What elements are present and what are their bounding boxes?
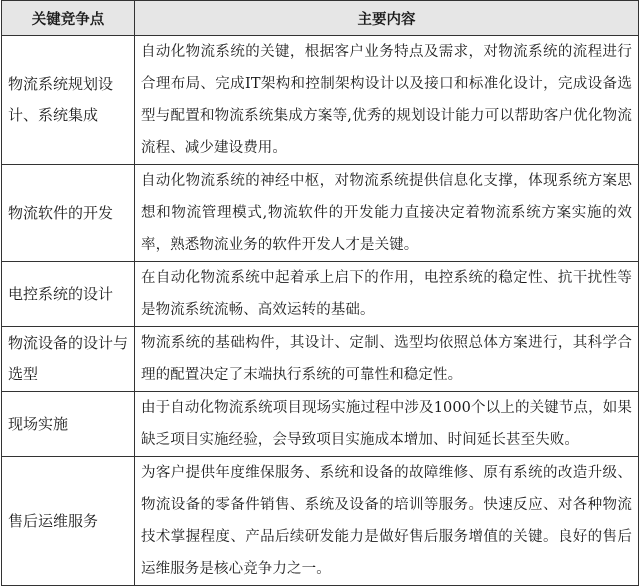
table-header-row: [2, 1, 639, 36]
content-cell: 为客户提供年度维保服务、系统和设备的故障维修、原有系统的改造升级、物流设备的零备件销售、系统及设备的培训等服务。快速反应、对各种物流技术掌握程度、产品后续研发能力是做好售后服务增值的关键。良好的售后运维服务是核心竞争力之一。: [135, 457, 639, 586]
table-row: [2, 327, 639, 392]
key-point-cell: 售后运维服务: [2, 457, 135, 586]
key-point-cell: 物流软件的开发: [2, 165, 135, 262]
table-row: [2, 262, 639, 327]
content-cell: 由于自动化物流系统项目现场实施过程中涉及1000个以上的关键节点，如果缺乏项目实施经验，会导致项目实施成本增加、时间延长甚至失败。: [135, 392, 639, 457]
key-point-cell: 电控系统的设计: [2, 262, 135, 327]
content-cell: 自动化物流系统的关键，根据客户业务特点及需求，对物流系统的流程进行合理布局、完成IT架构和控制架构设计以及接口和标准化设计，完成设备选型与配置和物流系统集成方案等,优秀的规划设计能力可以帮助客户优化物流流程、减少建设费用。: [135, 36, 639, 165]
content-cell: 在自动化物流系统中起着承上启下的作用，电控系统的稳定性、抗干扰性等是物流系统流畅、高效运转的基础。: [135, 262, 639, 327]
content-cell: 自动化物流系统的神经中枢，对物流系统提供信息化支撑，体现系统方案思想和物流管理模式,物流软件的开发能力直接决定着物流系统方案实施的效率，熟悉物流业务的软件开发人才是关键。: [135, 165, 639, 262]
table-row: [2, 392, 639, 457]
competition-table: [1, 0, 639, 586]
key-point-cell: 物流系统规划设计、系统集成: [2, 36, 135, 165]
content-cell: 物流系统的基础构件，其设计、定制、选型均依照总体方案进行，其科学合理的配置决定了末端执行系统的可靠性和稳定性。: [135, 327, 639, 392]
table-row: [2, 36, 639, 165]
key-point-cell: 现场实施: [2, 392, 135, 457]
table-row: [2, 457, 639, 586]
table-row: [2, 165, 639, 262]
header-key-point: 关键竞争点: [2, 1, 135, 36]
key-point-cell: 物流设备的设计与选型: [2, 327, 135, 392]
header-main-content: 主要内容: [135, 1, 639, 36]
